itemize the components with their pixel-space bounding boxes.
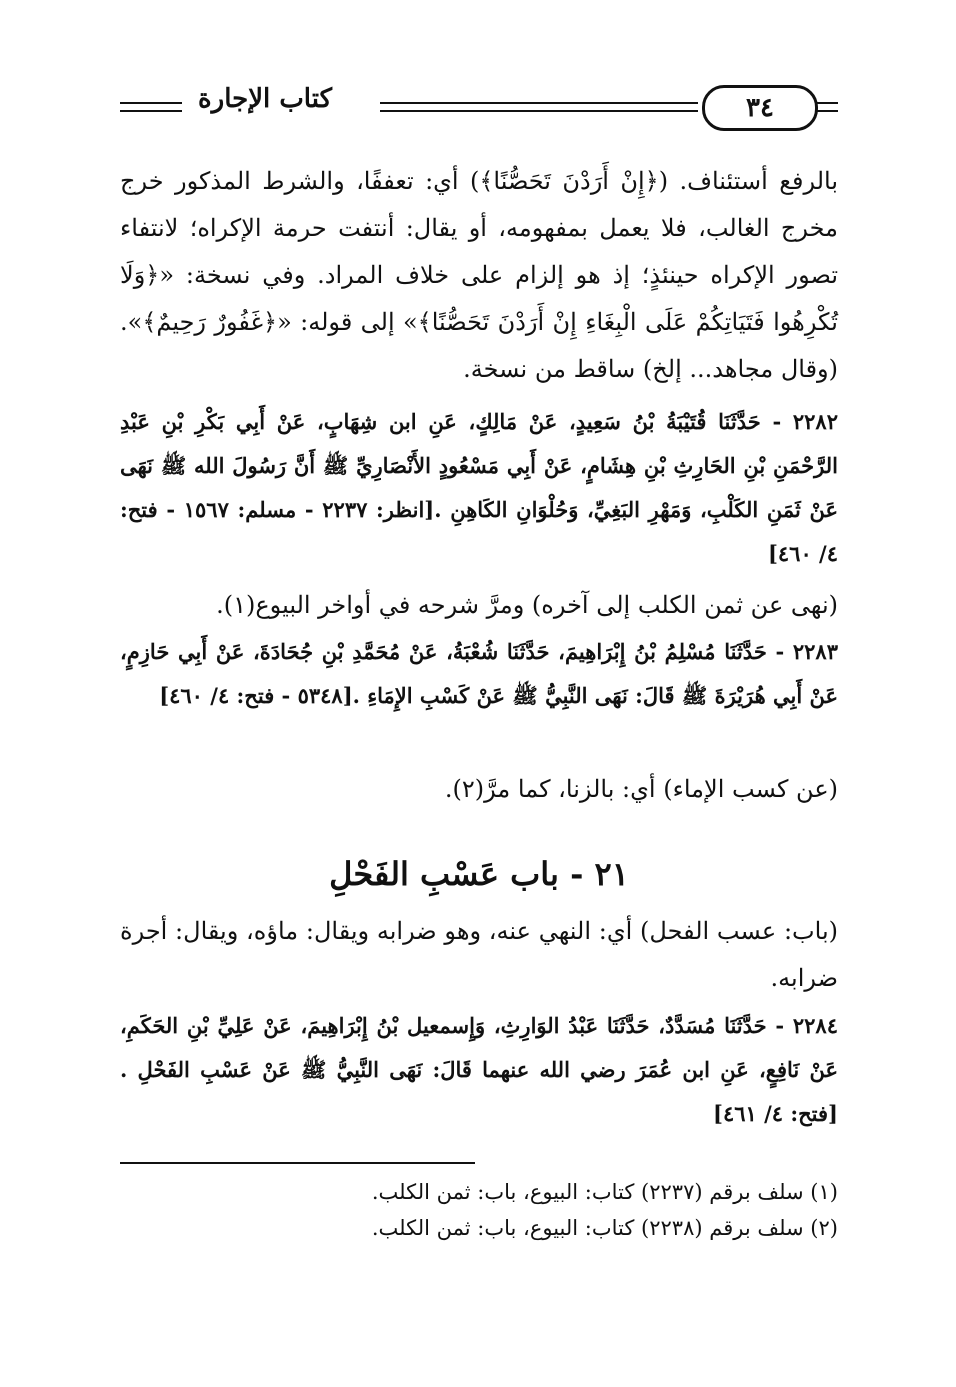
commentary-paragraph-4: (باب: عسب الفحل) أي: النهي عنه، وهو ضرابه ويقال: ماؤه، ويقال: أجرة ضرابه. — [120, 917, 838, 992]
hadith-2283: ٢٢٨٣ - حَدَّثَنَا مُسْلِمُ بْنُ إِبْرَاهِيمَ، حَدَّثَنَا شُعْبَةُ، عَنْ مُحَمَّدِ بْنِ جُحَادَةَ، عَنْ أَبِي حَازِمٍ، عَنْ أَبِي هُرَيْرَةَ ﷺ قَالَ: نَهَى النَّبِيُّ ﷺ عَنْ كَسْبِ الإِمَاءِ .[٥٣٤٨ - فتح: ٤/ ٤٦٠] — [120, 639, 838, 708]
footnote-2: (٢) سلف برقم (٢٢٣٨) كتاب: البيوع، باب: ثمن الكلب. — [371, 1216, 838, 1240]
running-header — [120, 82, 838, 128]
header-rule-right — [380, 102, 698, 112]
chapter-heading: ٢١ - باب عَسْبِ الفَحْلِ — [329, 855, 629, 893]
hadith-2284: ٢٢٨٤ - حَدَّثَنَا مُسَدَّدٌ، حَدَّثَنَا عَبْدُ الوَارِثِ، وَإِسمعيل بْنُ إِبْرَاهِيمَ، عَنْ عَلِيِّ بْنِ الحَكَمِ، عَنْ نَافِعٍ، عَنِ ابن عُمَرَ رضي الله عنهما قَالَ: نَهَى النَّبِيُّ ﷺ عَنْ عَسْبِ الفَحْلِ .[فتح: ٤/ ٤٦١] — [120, 1013, 838, 1126]
commentary-paragraph-1: بالرفع أستئناف. (﴿إِنْ أَرَدْنَ تَحَصُّنًا﴾) أي: تعففًا، والشرط المذكور خرج مخرج الغالب، فلا يعمل بمفهومه، أو يقال: أنتفت حرمة الإكراه؛ لانتفاء تصور الإكراه حينئذٍ؛ إذ هو إلزام على خلاف المراد. وفي نسخة: «﴿وَلَا تُكْرِهُوا فَتَيَاتِكُمْ عَلَى الْبِغَاءِ إِنْ أَرَدْنَ تَحَصُّنًا﴾» إلى قوله: «﴿غَفُورٌ رَحِيمٌ﴾». (وقال مجاهد... إلخ) ساقط من نسخة. — [120, 167, 838, 383]
footnote-rule — [120, 1162, 475, 1164]
hadith-2282: ٢٢٨٢ - حَدَّثَنَا قُتَيْبَةُ بْنُ سَعِيدٍ، عَنْ مَالِكٍ، عَنِ ابن شِهَابٍ، عَنْ أَبِي بَكْرِ بْنِ عَبْدِ الرَّحْمَنِ بْنِ الحَارِثِ بْنِ هِشَامٍ، عَنْ أَبِي مَسْعُودٍ الأَنْصَارِيِّ ﷺ أَنَّ رَسُولَ الله ﷺ نَهَى عَنْ ثَمَنِ الكَلْبِ، وَمَهْرِ البَغِيِّ، وَحُلْوَانِ الكَاهِنِ .[انظر: ٢٢٣٧ - مسلم: ١٥٦٧ - فتح: ٤/ ٤٦٠] — [120, 409, 839, 566]
page-number: ٣٤ — [702, 85, 818, 131]
book-title: كتاب الإجارة — [190, 84, 340, 114]
footnote-1: (١) سلف برقم (٢٢٣٧) كتاب: البيوع، باب: ثمن الكلب. — [371, 1180, 838, 1204]
header-rule-left — [120, 102, 182, 112]
page — [120, 70, 838, 1300]
commentary-paragraph-2: (نهى عن ثمن الكلب إلى آخره) ومرَّ شرحه في أواخر البيوع(١). — [216, 591, 838, 619]
commentary-paragraph-3: (عن كسب الإماء) أي: بالزنا، كما مرَّ(٢). — [444, 775, 838, 803]
